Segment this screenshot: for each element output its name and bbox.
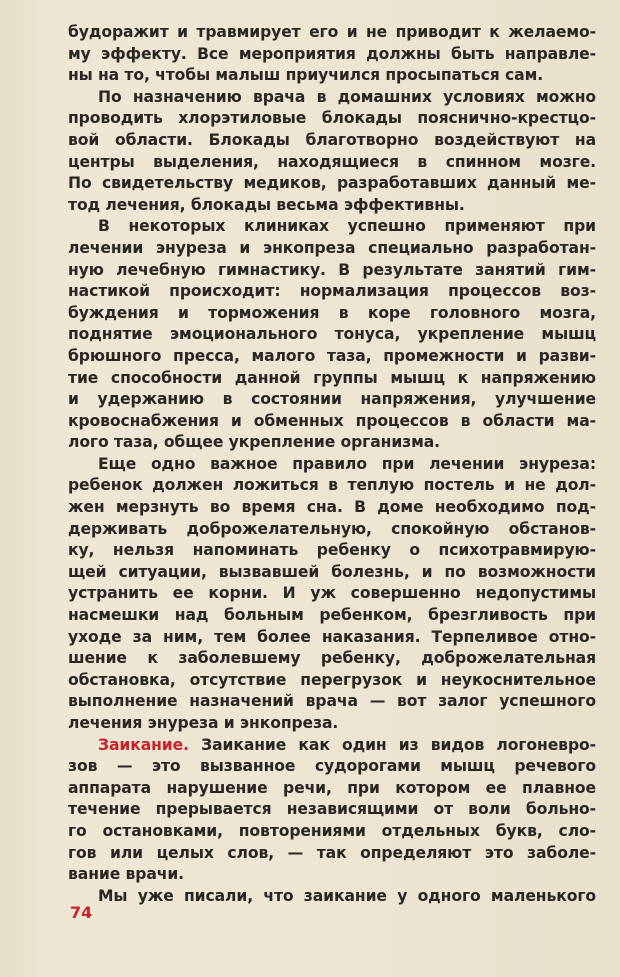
text-line: му эффекту. Все мероприятия должны быть направле- — [68, 44, 596, 63]
text-line: держивать доброжелательную, спокойную обстанов- — [68, 519, 596, 538]
page-number: 74 — [70, 903, 93, 922]
text-line: устранить ее корни. И уж совершенно недопустимы — [68, 584, 596, 603]
text-line: ную лечебную гимнастику. В результате занятий гим- — [68, 260, 596, 279]
text-line: и удержанию в состоянии напряжения, улучшение — [68, 390, 596, 409]
text-line: брюшного пресса, малого таза, промежности и разви- — [68, 346, 596, 365]
text-line: Еще одно важное правило при лечении энуреза: — [98, 454, 596, 473]
text-line: ребенок должен ложиться в теплую постель и не дол- — [68, 476, 596, 495]
text-line: поднятие эмоционального тонуса, укрепление мышц — [68, 325, 596, 344]
text-line: обстановка, отсутствие перегрузок и неукоснительное — [68, 670, 596, 689]
text-line: ку, нельзя напоминать ребенку о психотравмирую- — [68, 541, 596, 560]
text-line: тие способности данной группы мышц к напряжению — [68, 368, 596, 387]
text-line: кровоснабжения и обменных процессов в области ма- — [68, 411, 596, 430]
text-line: насмешки над больным ребенком, брезгливость при — [68, 606, 596, 625]
text-line: шение к заболевшему ребенку, доброжелательная — [68, 649, 596, 668]
text-line: выполнение назначений врача — вот залог успешного — [68, 692, 596, 711]
text-line: течение прерывается независящими от воли больно- — [68, 800, 596, 819]
body-text — [68, 22, 596, 907]
section-heading: Заикание. — [98, 735, 189, 754]
text-line: аппарата нарушение речи, при котором ее плавное — [68, 778, 596, 797]
text-line: лого таза, общее укрепление организма. — [68, 433, 441, 452]
text-line: По назначению врача в домашних условиях можно — [98, 87, 596, 106]
text-line: вание врачи. — [68, 865, 185, 884]
text-line: настикой происходит: нормализация процессов воз- — [68, 282, 596, 301]
text-line: тод лечения, блокады весьма эффективны. — [68, 195, 465, 214]
text-line: центры выделения, находящиеся в спинном мозге. — [68, 152, 596, 171]
text-line: лечения энуреза и энкопреза. — [68, 714, 339, 732]
text-line: вой области. Блокады благотворно воздействуют на — [68, 130, 596, 149]
text-line-rest: Заикание как один из видов логоневро- — [188, 735, 596, 754]
text-line: ны на то, чтобы малыш приучился просыпаться сам. — [68, 66, 544, 85]
text-line: В некоторых клиниках успешно применяют при — [98, 217, 596, 236]
text-line: го остановками, повторениями отдельных букв, сло- — [68, 821, 596, 840]
text-line: лечении энуреза и энкопреза специально разработан- — [68, 238, 596, 257]
text-line: проводить хлорэтиловые блокады пояснично-крестцо- — [68, 109, 596, 128]
text-line: гов или целых слов, — так определяют это заболе- — [68, 843, 596, 862]
text-line: зов — это вызванное судорогами мышц речевого — [68, 757, 596, 776]
text-line: щей ситуации, вызвавшей болезнь, и по возможности — [68, 562, 596, 581]
text-line: уходе за ним, тем более наказания. Терпеливое отно- — [68, 627, 596, 646]
text-line: жен мерзнуть во время сна. В доме необходимо под- — [68, 498, 596, 517]
text-line: Мы уже писали, что заикание у одного маленького — [98, 886, 596, 905]
text-line: буждения и торможения в коре головного мозга, — [68, 303, 596, 322]
text-line — [68, 735, 596, 757]
text-line: будоражит и травмирует его и не приводит к желаемо- — [68, 23, 596, 41]
text-line: По свидетельству медиков, разработавших данный ме- — [68, 174, 596, 193]
